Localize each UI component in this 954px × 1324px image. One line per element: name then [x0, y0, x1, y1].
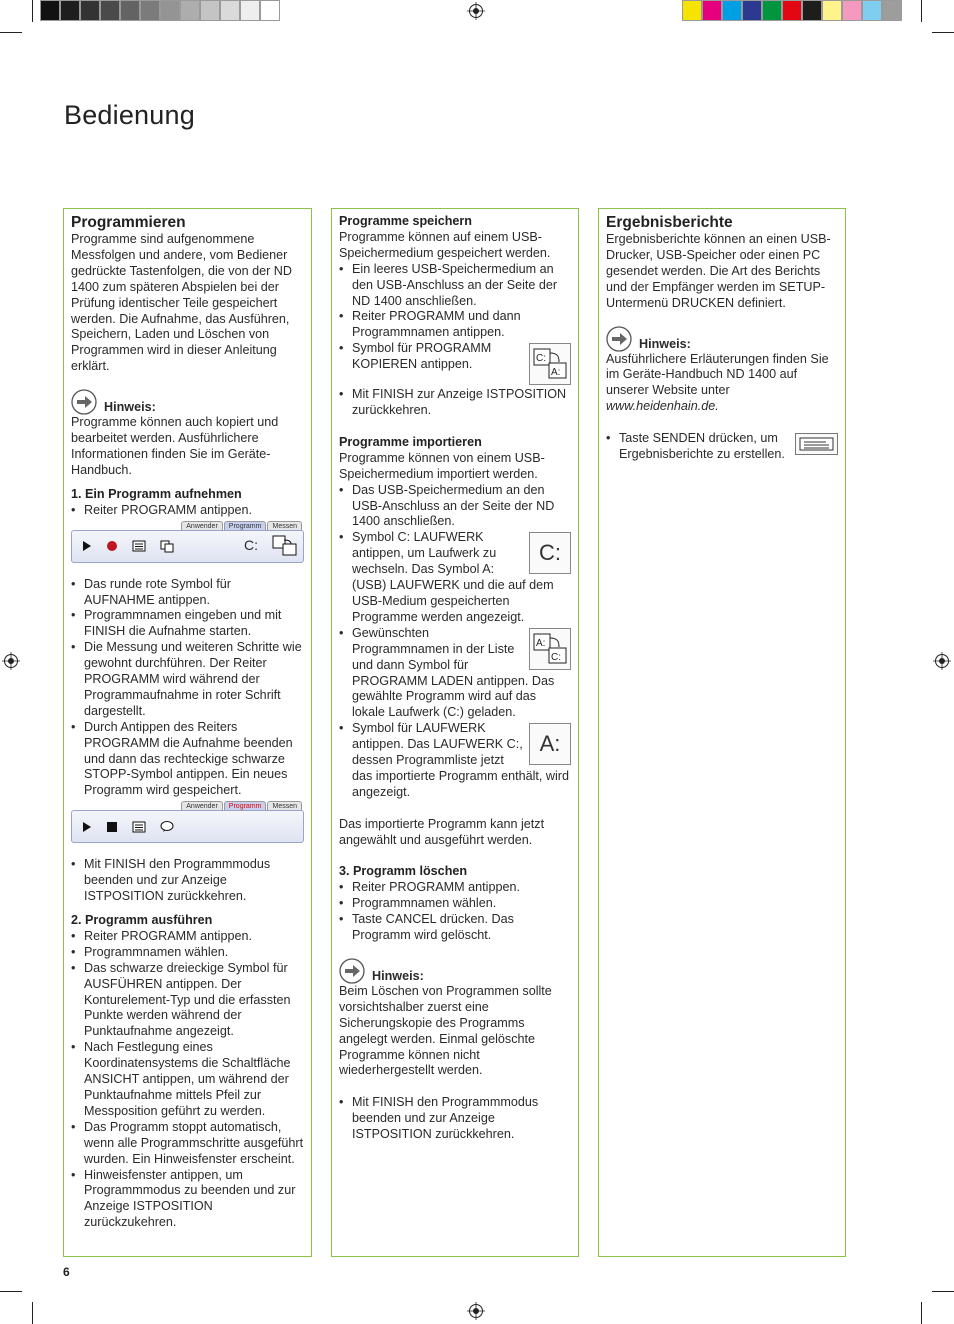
import-step-load: Gewünschten Programmnamen in der Liste und dann Symbol für PROGRAMM LADEN antippen. Das gewählte Programm wird auf das lokale Laufwerk (C:) geladen. [352, 625, 555, 720]
import-step-drive: Symbol C: LAUFWERK antippen, um Laufwerk zu wechseln. Das Symbol A: (USB) LAUFWERK und die auf dem USB-Medium gespeicherten Programme werden angezeigt. [352, 530, 554, 624]
section-heading-programming: Programmieren [71, 214, 186, 231]
section-heading-save: Programme speichern [339, 214, 472, 228]
list-item: • Reiter PROGRAMM und dann Programmnamen antippen. [339, 309, 571, 341]
play-icon [82, 821, 92, 833]
import-intro: Programme können von einem USB-Speichermedium importiert werden. [339, 450, 545, 481]
color-swatch [782, 0, 802, 21]
save-intro: Programme können auf einem USB-Speichermedium gespeichert werden. [339, 229, 551, 260]
list-item: • Die Messung und weiteren Schritte wie gewohnt durchführen. Der Reiter PROGRAMM wird während der Programmaufnahme in roter Schrift dargestellt. [71, 640, 304, 720]
section-heading-reports: Ergebnisberichte [606, 214, 733, 231]
list-item [339, 626, 571, 721]
reports-step-send: Taste SENDEN drücken, um Ergebnisberichte zu erstellen. [619, 431, 785, 461]
program-toolbar-recording-screenshot [71, 801, 304, 845]
send-report-icon [795, 433, 838, 455]
color-swatch [762, 0, 782, 21]
list-item: • Das runde rote Symbol für AUFNAHME antippen. [71, 577, 304, 609]
programming-intro: Programme sind aufgenommene Messfolgen und andere, vom Bediener gedrückte Tastenfolgen, die von der ND 1400 zum späteren Abspielen bei der Prüfung identischer Teile gespeichert werden. Die Aufnahme, das Ausführen, Speichern, Laden und Löschen von Programmen wird in dieser Anleitung erklärt. [71, 232, 292, 374]
list-item [606, 431, 838, 463]
list-icon [132, 821, 146, 833]
column-programming [63, 208, 312, 1257]
drive-a-icon: • A: [529, 723, 571, 765]
gray-swatch-bar [40, 0, 280, 22]
page-number: 6 [63, 1265, 70, 1279]
step-heading-delete: 3. Programm löschen [339, 864, 468, 879]
list-item: • Taste CANCEL drücken. Das Programm wird gelöscht. [339, 912, 571, 944]
crop-mark [921, 1302, 922, 1324]
svg-text:A:: • A: [536, 637, 546, 649]
list-item: • Nach Festlegung eines Koordinatensystems die Schaltfläche ANSICHT antippen, um während der Punktaufnahme mittels Pfeil zur Messposition geführt zu werden. [71, 1040, 304, 1120]
crop-mark [32, 1302, 33, 1324]
list-item: • Programmnamen wählen. [71, 945, 304, 961]
list-icon [132, 540, 146, 552]
list-item [339, 721, 571, 801]
tab-user: Anwender [181, 801, 223, 811]
reports-intro: Ergebnisberichte können an einen USB-Drucker, USB-Speicher oder einen PC gesendet werden. Die Art des Berichts und der Empfänger werden im SETUP-Untermenü DRUCKEN definiert. [606, 232, 831, 310]
svg-text:A:: A: [551, 367, 561, 379]
color-swatch [682, 0, 702, 21]
note-label: Hinweis: [104, 400, 156, 415]
save-step-copy: Symbol für PROGRAMM KOPIEREN antippen. [352, 341, 492, 372]
registration-mark-left-icon [2, 652, 20, 670]
import-step-switch: Symbol für LAUFWERK antippen. Das LAUFWERK C:, dessen Programmliste jetzt das importierte Programm enthält, wird angezeigt. [352, 721, 569, 799]
gray-swatch [180, 0, 200, 21]
stop-icon [106, 821, 118, 833]
note-text [606, 352, 838, 416]
tab-measure: Messen [267, 521, 302, 531]
step-heading-run: 2. Programm ausführen [71, 913, 213, 927]
gray-swatch [220, 0, 240, 21]
gray-swatch [80, 0, 100, 21]
color-swatch [862, 0, 882, 21]
list-item: • Durch Antippen des Reiters PROGRAMM die Aufnahme beenden und dann das rechteckige schwarze STOPP-Symbol antippen. Ein neues Programm wird gespeichert. [71, 720, 304, 800]
color-swatch [742, 0, 762, 21]
note-label: Hinweis: [639, 336, 691, 351]
step-heading-record: 1. Ein Programm aufnehmen [71, 486, 242, 501]
list-item: • Programmnamen eingeben und mit FINISH die Aufnahme starten. [71, 608, 304, 640]
tab-program-recording: Programm [224, 801, 267, 811]
record-icon [106, 540, 118, 552]
crop-mark [932, 32, 954, 33]
program-copy-drive-icon [272, 535, 298, 557]
gray-swatch [40, 0, 60, 21]
color-swatch [702, 0, 722, 21]
color-swatch [822, 0, 842, 21]
list-item [339, 341, 571, 387]
program-copy-icon [529, 343, 571, 385]
program-load-icon [529, 628, 571, 670]
arrow-right-icon [606, 326, 632, 352]
list-item: • Reiter PROGRAMM antippen. [339, 880, 571, 896]
play-icon [82, 540, 92, 552]
gray-swatch [200, 0, 220, 21]
copy-icon [160, 540, 174, 553]
drive-c-icon: • C: [529, 532, 571, 574]
color-swatch [802, 0, 822, 21]
color-swatch [882, 0, 902, 21]
note-text-body: Ausführlichere Erläuterungen finden Sie im Geräte-Handbuch ND 1400 auf unserer Website unter [606, 351, 829, 398]
column-program-storage [331, 208, 579, 1257]
tab-program: Programm [224, 521, 267, 531]
website-link[interactable]: www.heidenhain.de. [606, 399, 719, 414]
svg-text:C:: • C: [536, 353, 546, 365]
import-outro: Das importierte Programm kann jetzt angewählt und ausgeführt werden. [339, 816, 545, 847]
crop-mark [0, 1291, 22, 1292]
list-item [339, 530, 571, 625]
gray-swatch [60, 0, 80, 21]
list-item: • Das Programm stoppt automatisch, wenn alle Programmschritte ausgeführt wurden. Ein Hinweisfenster erscheint. [71, 1120, 304, 1168]
list-item: • Das schwarze dreieckige Symbol für AUSFÜHREN antippen. Der Konturelement-Typ und die erfassten Punkte werden während der Punktaufnahme angezeigt. [71, 961, 304, 1041]
color-swatch [722, 0, 742, 21]
color-swatch [842, 0, 862, 21]
note-label: Hinweis: [372, 968, 424, 983]
gray-swatch [100, 0, 120, 21]
note-header [606, 324, 838, 352]
list-item: • Reiter PROGRAMM antippen. [71, 929, 304, 945]
gray-swatch [260, 0, 280, 21]
column-reports [598, 208, 846, 1257]
crop-mark [32, 0, 33, 22]
tab-user: Anwender [181, 521, 223, 531]
gray-swatch [240, 0, 260, 21]
registration-mark-bottom-icon [467, 1302, 485, 1320]
gray-swatch [140, 0, 160, 21]
registration-mark-right-icon [933, 652, 951, 670]
drive-c-label: C: [244, 537, 258, 554]
gray-swatch [160, 0, 180, 21]
crop-mark [921, 0, 922, 22]
note-text: Programme können auch kopiert und bearbeitet werden. Ausführlichere Informationen finden Sie im Geräte-Handbuch. [71, 415, 279, 477]
note-text: Beim Löschen von Programmen sollte vorsichtshalber zuerst eine Sicherungskopie des Programms angelegt werden. Einmal gelöschte Programme können nicht wiederhergestellt werden. [339, 983, 552, 1078]
svg-text:C:: C: [551, 651, 561, 663]
list-item: • Hinweisfenster antippen, um Programmmodus zu beenden und zur Anzeige ISTPOSITION zurückzukehren. [71, 1168, 304, 1232]
comment-icon [160, 820, 174, 833]
color-swatch-bar [682, 0, 902, 22]
list-item: • Mit FINISH den Programmmodus beenden und zur Anzeige ISTPOSITION zurückkehren. [71, 857, 304, 905]
crop-mark [0, 32, 22, 33]
list-item: • Das USB-Speichermedium an den USB-Anschluss an der Seite der ND 1400 anschließen. [339, 483, 571, 531]
list-item: • Programmnamen wählen. [339, 896, 571, 912]
arrow-right-icon [339, 958, 365, 984]
list-item: • Mit FINISH zur Anzeige ISTPOSITION zurückkehren. [339, 387, 571, 419]
page-title: Bedienung [64, 100, 195, 130]
section-heading-import: Programme importieren [339, 434, 482, 449]
tab-measure: Messen [267, 801, 302, 811]
registration-mark-top-icon [467, 2, 485, 20]
list-item: • Ein leeres USB-Speichermedium an den USB-Anschluss an der Seite der ND 1400 anschließen. [339, 262, 571, 310]
note-header [71, 387, 304, 415]
list-item: • Reiter PROGRAMM antippen. [71, 503, 304, 519]
crop-mark [932, 1291, 954, 1292]
arrow-right-icon [71, 389, 97, 415]
gray-swatch [120, 0, 140, 21]
note-header [339, 956, 571, 984]
list-item: • Mit FINISH den Programmmodus beenden und zur Anzeige ISTPOSITION zurückkehren. [339, 1095, 571, 1143]
program-toolbar-screenshot [71, 521, 304, 565]
